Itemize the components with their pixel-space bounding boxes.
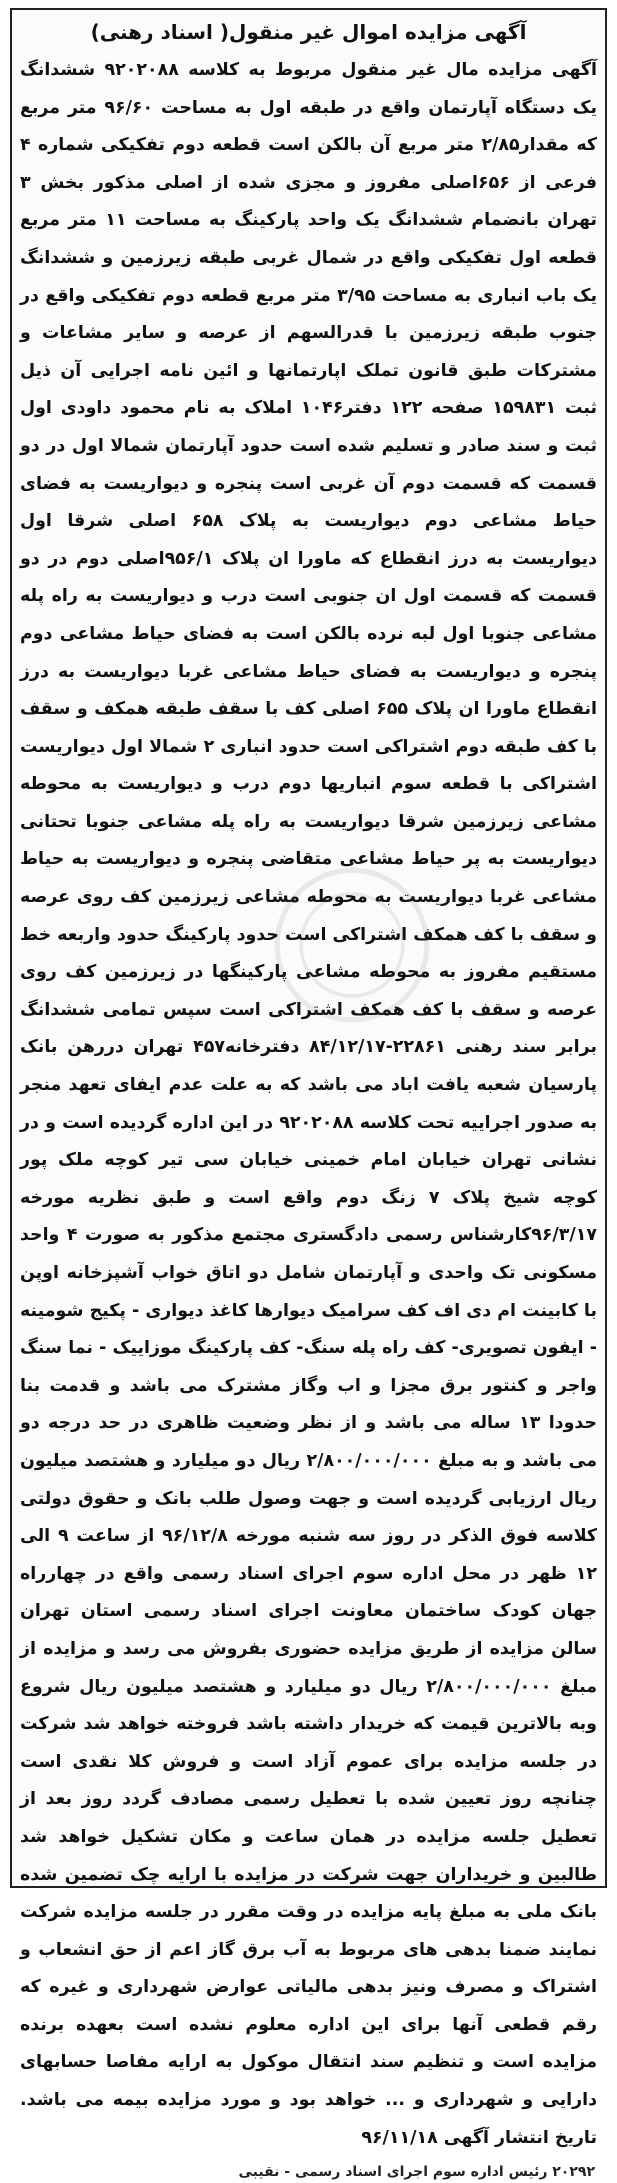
notice-body: آگهی مزایده مال غیر منقول مربوط به کلاسه ۹۲۰۲۰۸۸ ششدانگ یک دستگاه آپارتمان واقع در طبقه اول به مساحت ۹۶/۶۰ متر مربع که مقدار۲/۸۵ متر مربع آن بالکن است قطعه دوم تفکیکی شماره ۴ فرعی از ۶۵۶اصلی مفروز و مجزی شده از اصلی مذکور بخش ۳ تهران بانضمام ششدانگ یک واحد پارکینگ به مساحت ۱۱ متر مربع قطعه اول تفکیکی واقع در شمال غربی طبقه زیرزمین و ششدانگ یک باب انباری به مساحت ۳/۹۵ متر مربع قطعه دوم تفکیکی واقع در جنوب طبقه زیرزمین با قدرالسهم از عرصه و سایر مشاعات و مشترکات طبق قانون تملک اپارتمانها و ائین نامه اجرایی آن ذیل ثبت ۱۵۹۸۳۱ صفحه ۱۲۲ دفتر۱۰۴۶ املاک به نام محمود داودی اول ثبت و سند صادر و تسلیم شده است حدود آپارتمان شمالا اول در دو قسمت که قسمت دوم آن غربی است پنجره و دیواریست به فضای حیاط مشاعی دوم دیواریست به پلاک ۶۵۸ اصلی شرقا اول دیواریست به درز انقطاع که ماورا ان پلاک ۹۵۶/۱اصلی دوم در دو قسمت که قسمت اول ان جنوبی است درب و دیواریست به راه پله مشاعی جنوبا اول لبه نرده بالکن است به فضای حیاط مشاعی دوم پنجره و دیواریست به فضای حیاط مشاعی غربا دیواریست به درز انقطاع ماورا ان پلاک ۶۵۵ اصلی کف با سقف طبقه همکف و سقف با کف طبقه دوم اشتراکی است حدود انباری ۲ شمالا اول دیواریست اشتراکی با قطعه سوم انباریها دوم درب و دیواریست به محوطه مشاعی زیرزمین شرقا دیواریست به راه پله مشاعی جنوبا تحتانی دیواریست به پر حیاط مشاعی متقاضی پنجره و دیواریست به حیاط مشاعی غربا دیواریست به محوطه مشاعی زیرزمین کف روی عرصه و سقف با کف همکف اشتراکی است حدود پارکینگ حدود واربعه خط مستقیم مفروز به محوطه مشاعی پارکینگها در زیرزمین کف روی عرصه و سقف با کف همکف اشتراکی است سپس تمامی ششدانگ برابر سند رهنی ۲۲۸۶۱-۸۴/۱۲/۱۷ دفترخانه۴۵۷ تهران دررهن بانک پارسیان شعبه یافت اباد می باشد که به علت عدم ایفای تعهد منجر به صدور اجراییه تحت کلاسه ۹۲۰۲۰۸۸ در این اداره گردیده است و در نشانی تهران خیابان امام خمینی خیابان سی تیر کوچه ملک پور کوچه شیخ پلاک ۷ زنگ دوم واقع است و طبق نظریه مورخه ۹۶/۳/۱۷کارشناس رسمی دادگستری مجتمع مذکور به صورت ۴ واحد مسکونی تک واحدی و آپارتمان شامل دو اتاق خواب آشپزخانه اوپن با کابینت ام دی اف کف سرامیک دیوارها کاغذ دیواری - پکیج شومینه - ایفون تصویری- کف راه پله سنگ- کف پارکینگ موزاییک - نما سنگ واجر و کنتور برق مجزا و اب وگاز مشترک می باشد و قدمت بنا حدودا ۱۳ ساله می باشد و از نظر وضعیت ظاهری در حد درجه دو می باشد و به مبلغ ۲/۸۰۰/۰۰۰/۰۰۰ ریال دو میلیارد و هشتصد میلیون ریال ارزیابی گردیده است و جهت وصول طلب بانک و حقوق دولتی کلاسه فوق الذکر در روز سه شنبه مورخه ۹۶/۱۲/۸ از ساعت ۹ الی ۱۲ ظهر در محل اداره سوم اجرای اسناد رسمی واقع در چهارراه جهان کودک ساختمان معاونت اجرای اسناد رسمی استان تهران سالن مزایده از طریق مزایده حضوری بفروش می رسد و مزایده از مبلغ ۲/۸۰۰/۰۰۰/۰۰۰ ریال دو میلیارد و هشتصد میلیون ریال شروع وبه بالاترین قیمت که خریدار داشته باشد فروخته خواهد شد شرکت در جلسه مزایده برای عموم آزاد است و فروش کلا نقدی است چنانچه روز تعیین شده با تعطیل رسمی مصادف گردد روز بعد از تعطیل جلسه مزایده در همان ساعت و مکان تشکیل خواهد شد طالبین و خریداران جهت شرکت در مزایده با ارایه چک تضمین شده بانک ملی به مبلغ پایه مزایده در وقت مقرر در جلسه مزایده شرکت نمایند ضمنا بدهی های مربوط به آب برق گاز اعم از حق انشعاب و اشتراک و مصرف ونیز بدهی مالیاتی عوارض شهرداری و غیره که رقم قطعی آنها برای این اداره معلوم نشده است بعهده برنده مزایده است و تنظیم سند انتقال موکول به ارایه مفاصا حسابهای دارایی و شهرداری و ... خواهد بود و مورد مزایده بیمه می باشد. تاریخ انتشار آگهی ۹۶/۱۱/۱۸ <box>20 60 598 2148</box>
auction-notice <box>10 8 607 2181</box>
notice-signature: ۲۰۲۹۲ رئیس اداره سوم اجرای اسناد رسمی - نقیبی <box>238 2164 595 2181</box>
notice-title: آگهی مزایده اموال غیر منقول( اسناد رهنی) <box>90 20 527 44</box>
